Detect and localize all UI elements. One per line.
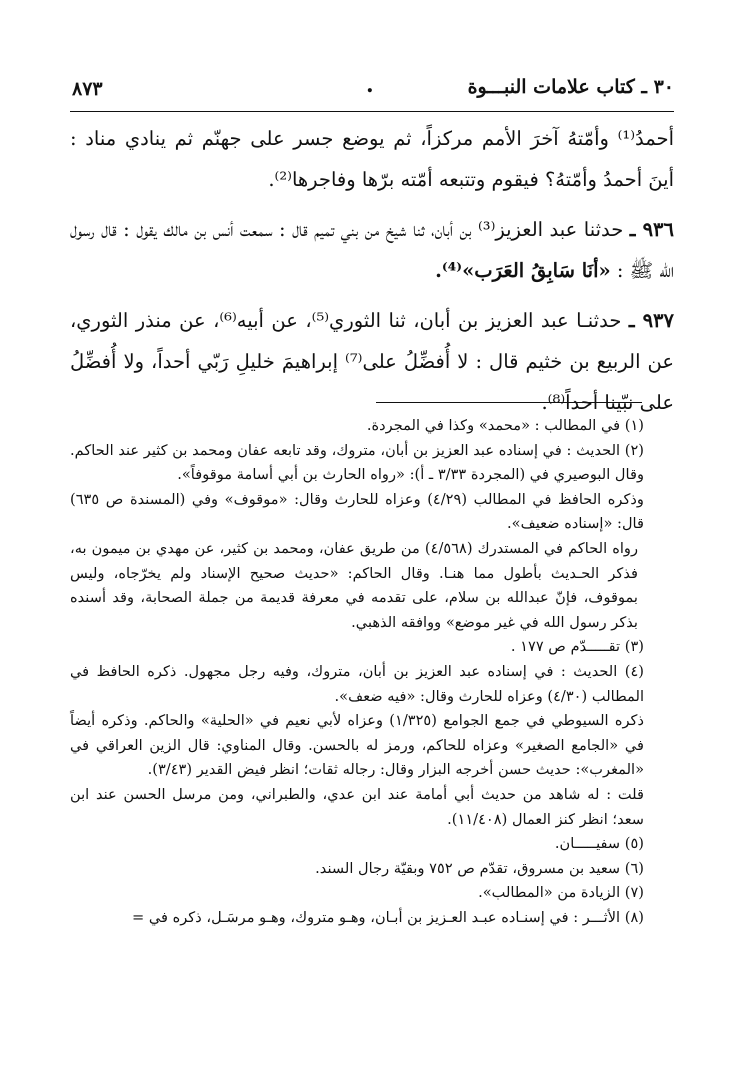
page-header [70,68,674,112]
footnote-8: (٨) الأثـــر : في إسنـاده عبـد العـزيز بن أبـان، وهـو متروك، وهـو مرسَـل، ذكره في = [131,908,644,926]
page-number: ٨٧٣ [72,78,103,100]
footnote-2: (٢) الحديث : في إسناده عبد العزيز بن أبان، متروك، وقد تابعه عفان ومحمد بن كثير عند الحاكم. وقال البوصيري في (المجردة ٣/٣٣ ـ أ): «رواه الحارث بن أبي أسامة موقوفاً». [70,441,644,484]
footnote-1: (١) في المطالب : «محمد» وكذا في المجردة. [366,417,644,434]
hadith-number: ٩٣٧ ـ [628,309,674,332]
header-dot: . [366,72,374,98]
main-text [70,118,674,432]
hadith-number: ٩٣٦ ـ [629,218,674,241]
footnote-6: (٦) سعيد بن مسروق، تقدّم ص ٧٥٢ وبقيّة رجال السند. [315,859,644,877]
hadith-quote: «أنَا سَابِقُ العَرَب»⁽⁴⁾. [435,259,611,282]
footnote-4-cont: قلت : له شاهد من حديث أبي أمامة عند ابن عدي، والطبراني، ومن مرسل الحسن عند ابن سعد؛ انظر كنز العمال (١١/٤٠٨). [70,785,644,828]
footnote-7: (٧) الزيادة من «المطالب». [478,884,644,902]
footnote-2-cont: وذكره الحافظ في المطالب (٤/٢٩) وعزاه للحارث وقال: «موقوف» وفي (المسندة ص ٦٣٥) قال: «إسناده ضعيف». [70,490,644,533]
header-rule [70,111,674,112]
footnote-4: (٤) الحديث : في إسناده عبد العزيز بن أبان، متروك، وفيه رجل مجهول. ذكره الحافظ في المطالب (٤/٣٠) وعزاه للحارث وقال: «فيه ضعف». [70,662,644,705]
hadith-text: حدثنـا عبد العزيز بن أبان، ثنا الثوري⁽⁵⁾، عن أبيه⁽⁶⁾، عن منذر الثوري، عن الربيع بن خثيم قال : لا أُفضِّلُ على⁽⁷⁾ إبراهيمَ خليلِ رَبّي أحداً، ولا أُفضِّلُ على نبّينا أحداً⁽⁸⁾. [70,309,674,414]
hadith-937 [70,300,674,423]
footnote-4-cont: ذكره السيوطي في جمع الجوامع (١/٣٢٥) وعزاه لأبي نعيم في «الحلية» والحاكم. وذكره أيضاً في «الجامع الصغير» وعزاه للحاكم، ورمز له بالحسن. وقال المناوي: قال الزين العراقي في «المغرب»: حديث حسن أخرجه البزار وقال: رجاله ثقات؛ انظر فيض القدير (٣/٤٣). [70,712,644,779]
running-title: ٣٠ ـ كتاب علامات النبـــوة [467,76,674,98]
footnote-rule [376,402,642,403]
paragraph-continuation: أحمدُ⁽¹⁾ وأمّتهُ آخرَ الأمم مركزاً، ثم يوضع جسر على جهنّم ثم ينادي مناد : أينَ أحمدُ وأمّتهُ؟ فيقوم وتتبعه أمّته برّها وفاجرها⁽²⁾. [70,127,674,191]
hadith-936 [70,209,674,291]
footnote-5: (٥) سفيـــــان. [554,835,644,853]
footnotes [70,414,674,930]
footnote-2-cont: رواه الحاكم في المستدرك (٤/٥٦٨) من طريق عفان، ومحمد بن كثير، عن مهدي بن ميمون به، فذكر الحـديث بأطول مما هنـا. وقال الحاكم: «حديث صحيح الإسناد ولم يخرّجاه، وليس بموقوف، فإنّ عبدالله بن سلام، على تقدمه في معرفة قديمة من جملة الصحابة، وقد أسنده بذكر رسول الله في غير موضع» ووافقه الذهبي. [70,539,638,631]
hadith-text: حدثنا عبد العزيز⁽³⁾ بن أبان، ثنا شيخ من بني تميم قال : سمعت أنس بن مالك يقول : قال رسول الله ﷺ : [70,218,674,282]
footnote-3: (٣) تقـــــدّم ص ١٧٧ . [510,638,644,656]
